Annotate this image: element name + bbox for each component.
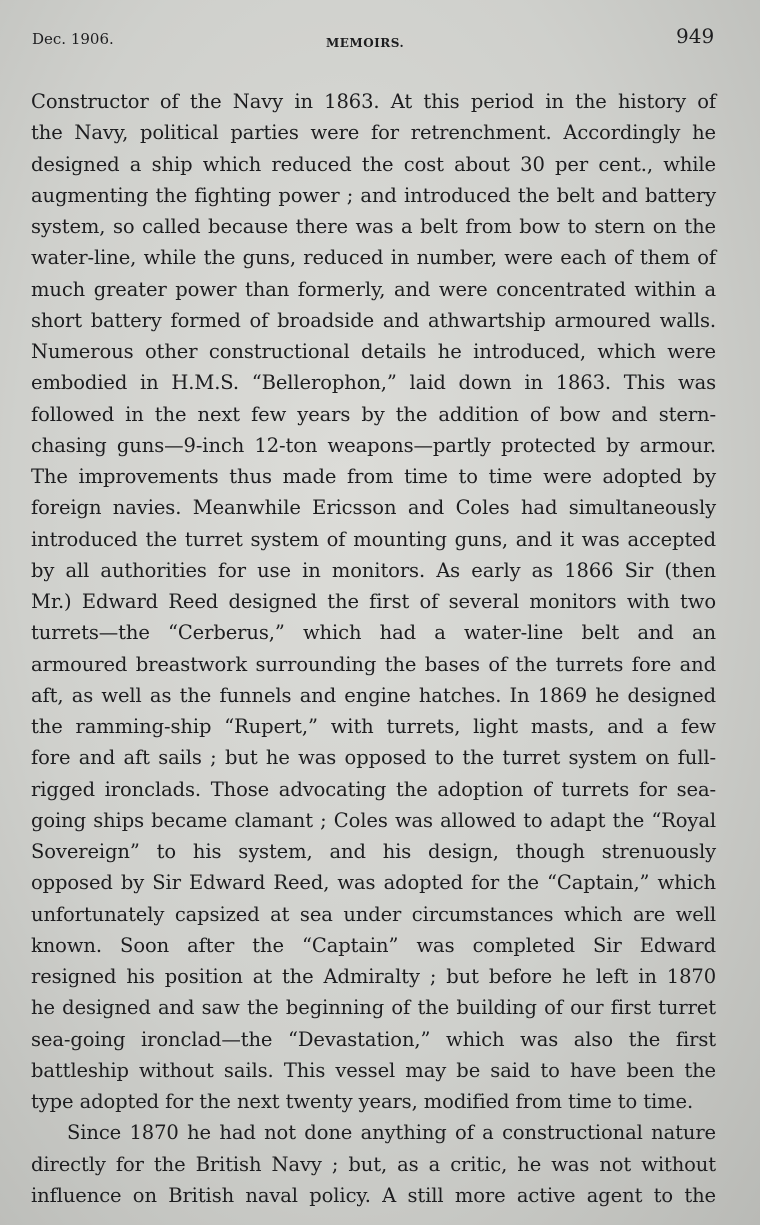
text-line: unfortunately capsized at sea under circumstances which are well (31, 902, 716, 926)
text-line: followed in the next few years by the addition of bow and stern- (31, 402, 716, 426)
text-line: designed a ship which reduced the cost about 30 per cent., while (31, 152, 716, 176)
text-line: fore and aft sails ; but he was opposed to the turret system on full- (31, 746, 716, 770)
running-header-date: Dec. 1906. (32, 30, 114, 48)
text-line: much greater power than formerly, and were concentrated within a (31, 277, 716, 301)
text-line: The improvements thus made from time to time were adopted by (31, 465, 716, 488)
text-line: sea-going ironclad—the “Devastation,” which was also the first (31, 1027, 716, 1051)
text-line: the Navy, political parties were for retrenchment. Accordingly he (31, 121, 716, 145)
text-line: the ramming-ship “Rupert,” with turrets, light masts, and a few (31, 715, 716, 738)
text-line: resigned his position at the Admiralty ; but before he left in 1870 (31, 965, 716, 988)
text-line: augmenting the fighting power ; and introduced the belt and battery (31, 183, 716, 207)
text-line: Constructor of the Navy in 1863. At this period in the history of (31, 90, 716, 113)
text-line: rigged ironclads. Those advocating the adoption of turrets for sea- (31, 777, 716, 801)
page-number: 949 (676, 24, 715, 48)
text-line: opposed by Sir Edward Reed, was adopted for the “Captain,” which (31, 871, 716, 895)
text-line: by all authorities for use in monitors. As early as 1866 Sir (then (31, 558, 716, 582)
text-line: Numerous other constructional details he introduced, which were (31, 340, 716, 363)
text-line: turrets—the “Cerberus,” which had a water-line belt and an (31, 621, 716, 645)
text-line: introduced the turret system of mounting guns, and it was accepted (31, 527, 716, 551)
text-line: going ships became clamant ; Coles was allowed to adapt the “Royal (31, 808, 716, 832)
text-line: he designed and saw the beginning of the building of our first turret (31, 996, 716, 1020)
text-line: chasing guns—9-inch 12-ton weapons—partly protected by armour. (31, 433, 716, 457)
text-line: short battery formed of broadside and athwartship armoured walls. (31, 308, 716, 332)
text-line: embodied in H.M.S. “Bellerophon,” laid down in 1863. This was (31, 371, 716, 395)
text-line: Since 1870 he had not done anything of a constructional nature (67, 1121, 716, 1145)
text-line: directly for the British Navy ; but, as a critic, he was not without (31, 1152, 716, 1176)
running-header-title: MEMOIRS. (326, 36, 405, 50)
text-line: type adopted for the next twenty years, modified from time to time. (31, 1090, 694, 1113)
text-line: Sovereign” to his system, and his design, though strenuously (31, 840, 716, 863)
text-line: foreign navies. Meanwhile Ericsson and Coles had simultaneously (31, 496, 716, 520)
text-line: known. Soon after the “Captain” was completed Sir Edward (31, 933, 716, 957)
text-line: water-line, while the guns, reduced in number, were each of them of (31, 246, 716, 270)
text-line: aft, as well as the funnels and engine hatches. In 1869 he designed (31, 683, 716, 707)
body-text (31, 86, 716, 1211)
text-line: influence on British naval policy. A still more active agent to the (31, 1183, 716, 1207)
text-line: battleship without sails. This vessel may be said to have been the (31, 1058, 716, 1082)
text-line: system, so called because there was a belt from bow to stern on the (31, 215, 716, 238)
text-line: Mr.) Edward Reed designed the first of several monitors with two (31, 590, 716, 613)
text-line: armoured breastwork surrounding the bases of the turrets fore and (31, 652, 716, 676)
